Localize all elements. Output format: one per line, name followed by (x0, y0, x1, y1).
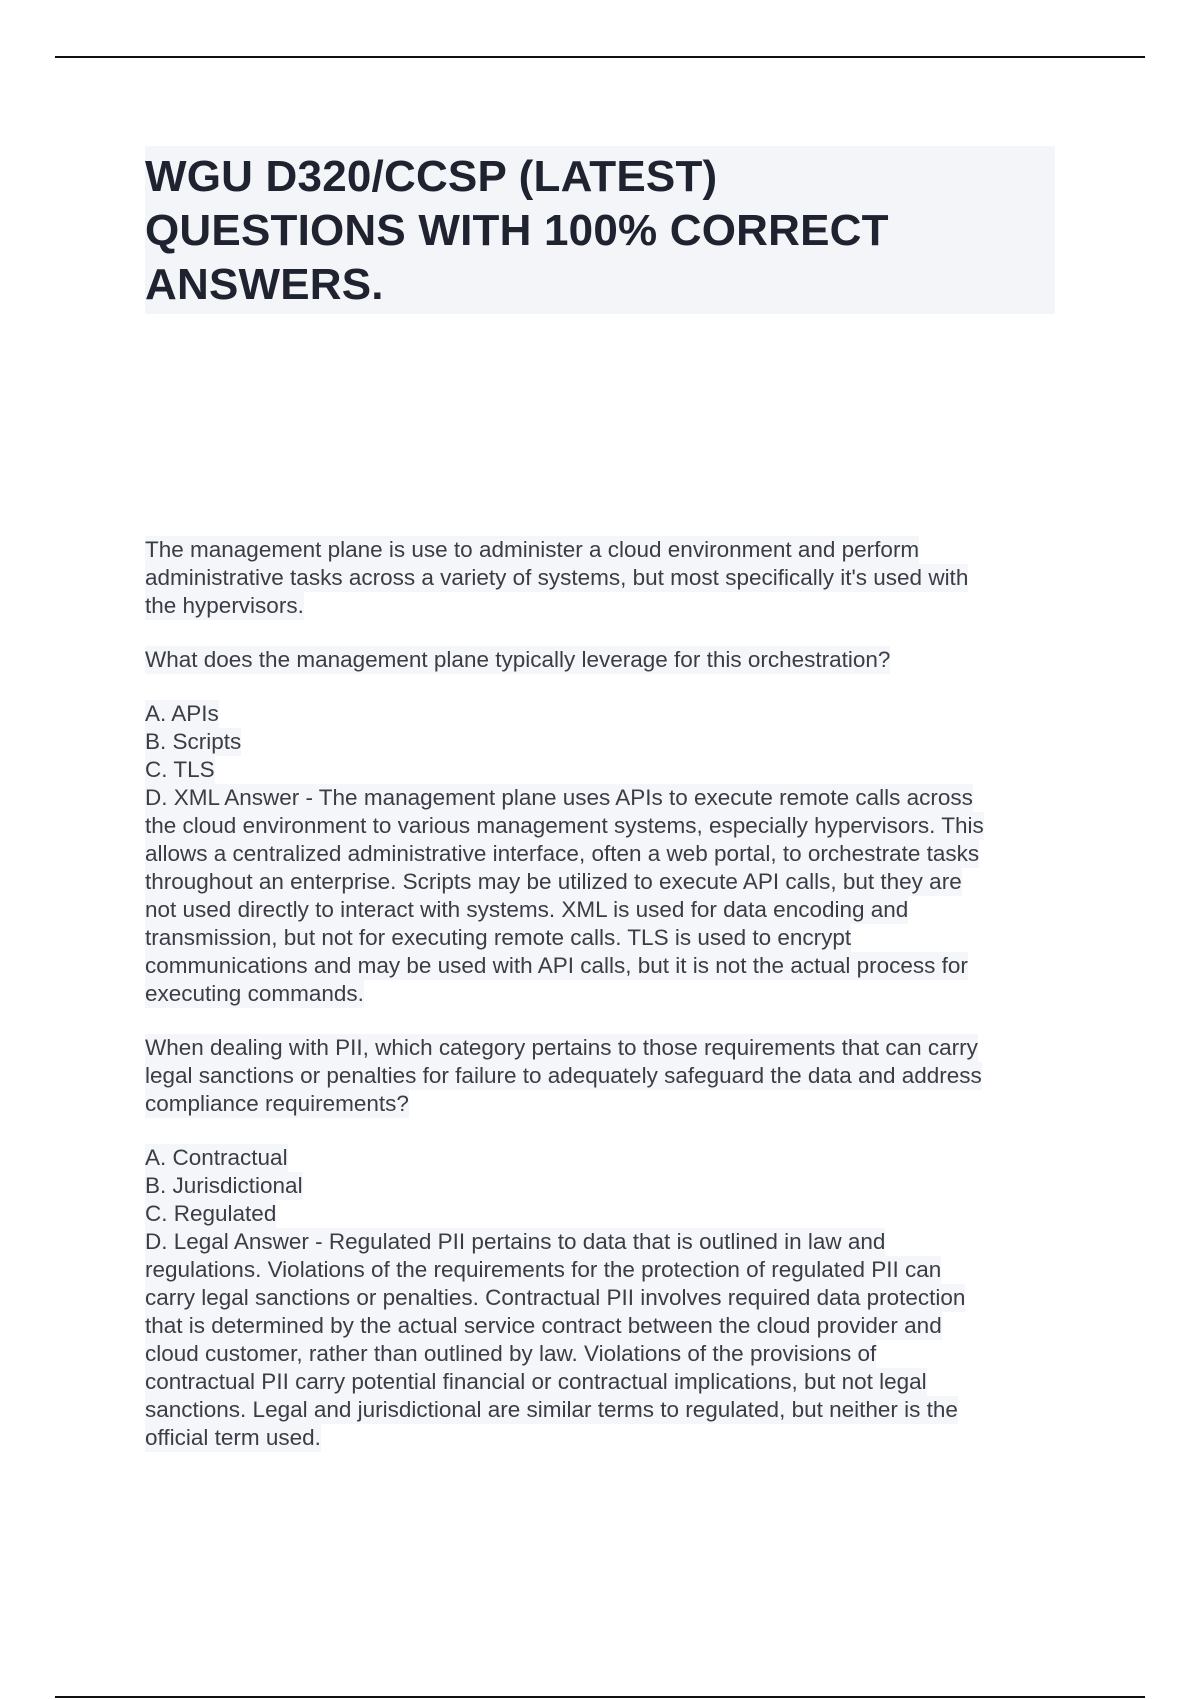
q1-answer-line: transmission, but not for executing remote calls. TLS is used to encrypt (145, 925, 852, 950)
document-title (145, 150, 1055, 312)
q1-options-answer (145, 700, 1075, 1008)
q2-answer-line: carry legal sanctions or penalties. Contractual PII involves required data protection (145, 1285, 966, 1310)
q2-option-a: A. Contractual (145, 1145, 288, 1170)
q1-question (145, 646, 1075, 674)
q2-stem-line: compliance requirements? (145, 1091, 409, 1116)
q2-options-answer (145, 1144, 1075, 1452)
q1-stem (145, 536, 1075, 620)
q2-answer-line: official term used. (145, 1425, 321, 1450)
q2-stem (145, 1034, 1075, 1118)
q2-answer-line: D. Legal Answer - Regulated PII pertains to data that is outlined in law and (145, 1229, 886, 1254)
q1-answer-line: throughout an enterprise. Scripts may be utilized to execute API calls, but they are (145, 869, 962, 894)
q1-answer-line: not used directly to interact with systems. XML is used for data encoding and (145, 897, 909, 922)
q1-stem-line: administrative tasks across a variety of systems, but most specifically it's used with (145, 565, 969, 590)
q2-stem-line: When dealing with PII, which category pertains to those requirements that can carry (145, 1035, 978, 1060)
q1-answer-line: the cloud environment to various management systems, especially hypervisors. This (145, 813, 984, 838)
q2-stem-line: legal sanctions or penalties for failure to adequately safeguard the data and address (145, 1063, 982, 1088)
q1-stem-line: The management plane is use to administer a cloud environment and perform (145, 537, 920, 562)
q1-option-a: A. APIs (145, 701, 219, 726)
q1-question-text: What does the management plane typically leverage for this orchestration? (145, 647, 891, 672)
title-block (145, 146, 1055, 314)
q2-answer-line: regulations. Violations of the requirements for the protection of regulated PII can (145, 1257, 942, 1282)
q2-option-c: C. Regulated (145, 1201, 277, 1226)
q2-option-b: B. Jurisdictional (145, 1173, 303, 1198)
q2-answer-line: cloud customer, rather than outlined by law. Violations of the provisions of (145, 1341, 877, 1366)
bottom-rule (55, 1696, 1145, 1698)
document-body (145, 536, 1075, 1478)
q2-answer-line: that is determined by the actual service contract between the cloud provider and (145, 1313, 942, 1338)
q1-stem-line: the hypervisors. (145, 593, 304, 618)
q1-answer-line: communications and may be used with API calls, but it is not the actual process for (145, 953, 968, 978)
q1-answer-line: allows a centralized administrative interface, often a web portal, to orchestrate tasks (145, 841, 980, 866)
q1-option-b: B. Scripts (145, 729, 242, 754)
q2-answer-line: contractual PII carry potential financial or contractual implications, but not legal (145, 1369, 927, 1394)
q1-option-c: C. TLS (145, 757, 215, 782)
top-rule (55, 56, 1145, 58)
title-line-3: ANSWERS. (145, 260, 384, 309)
title-line-1: WGU D320/CCSP (LATEST) (145, 152, 718, 201)
q1-answer-line: D. XML Answer - The management plane uses APIs to execute remote calls across (145, 785, 973, 810)
q2-answer-line: sanctions. Legal and jurisdictional are similar terms to regulated, but neither is the (145, 1397, 958, 1422)
q1-answer-line: executing commands. (145, 981, 364, 1006)
title-line-2: QUESTIONS WITH 100% CORRECT (145, 206, 889, 255)
